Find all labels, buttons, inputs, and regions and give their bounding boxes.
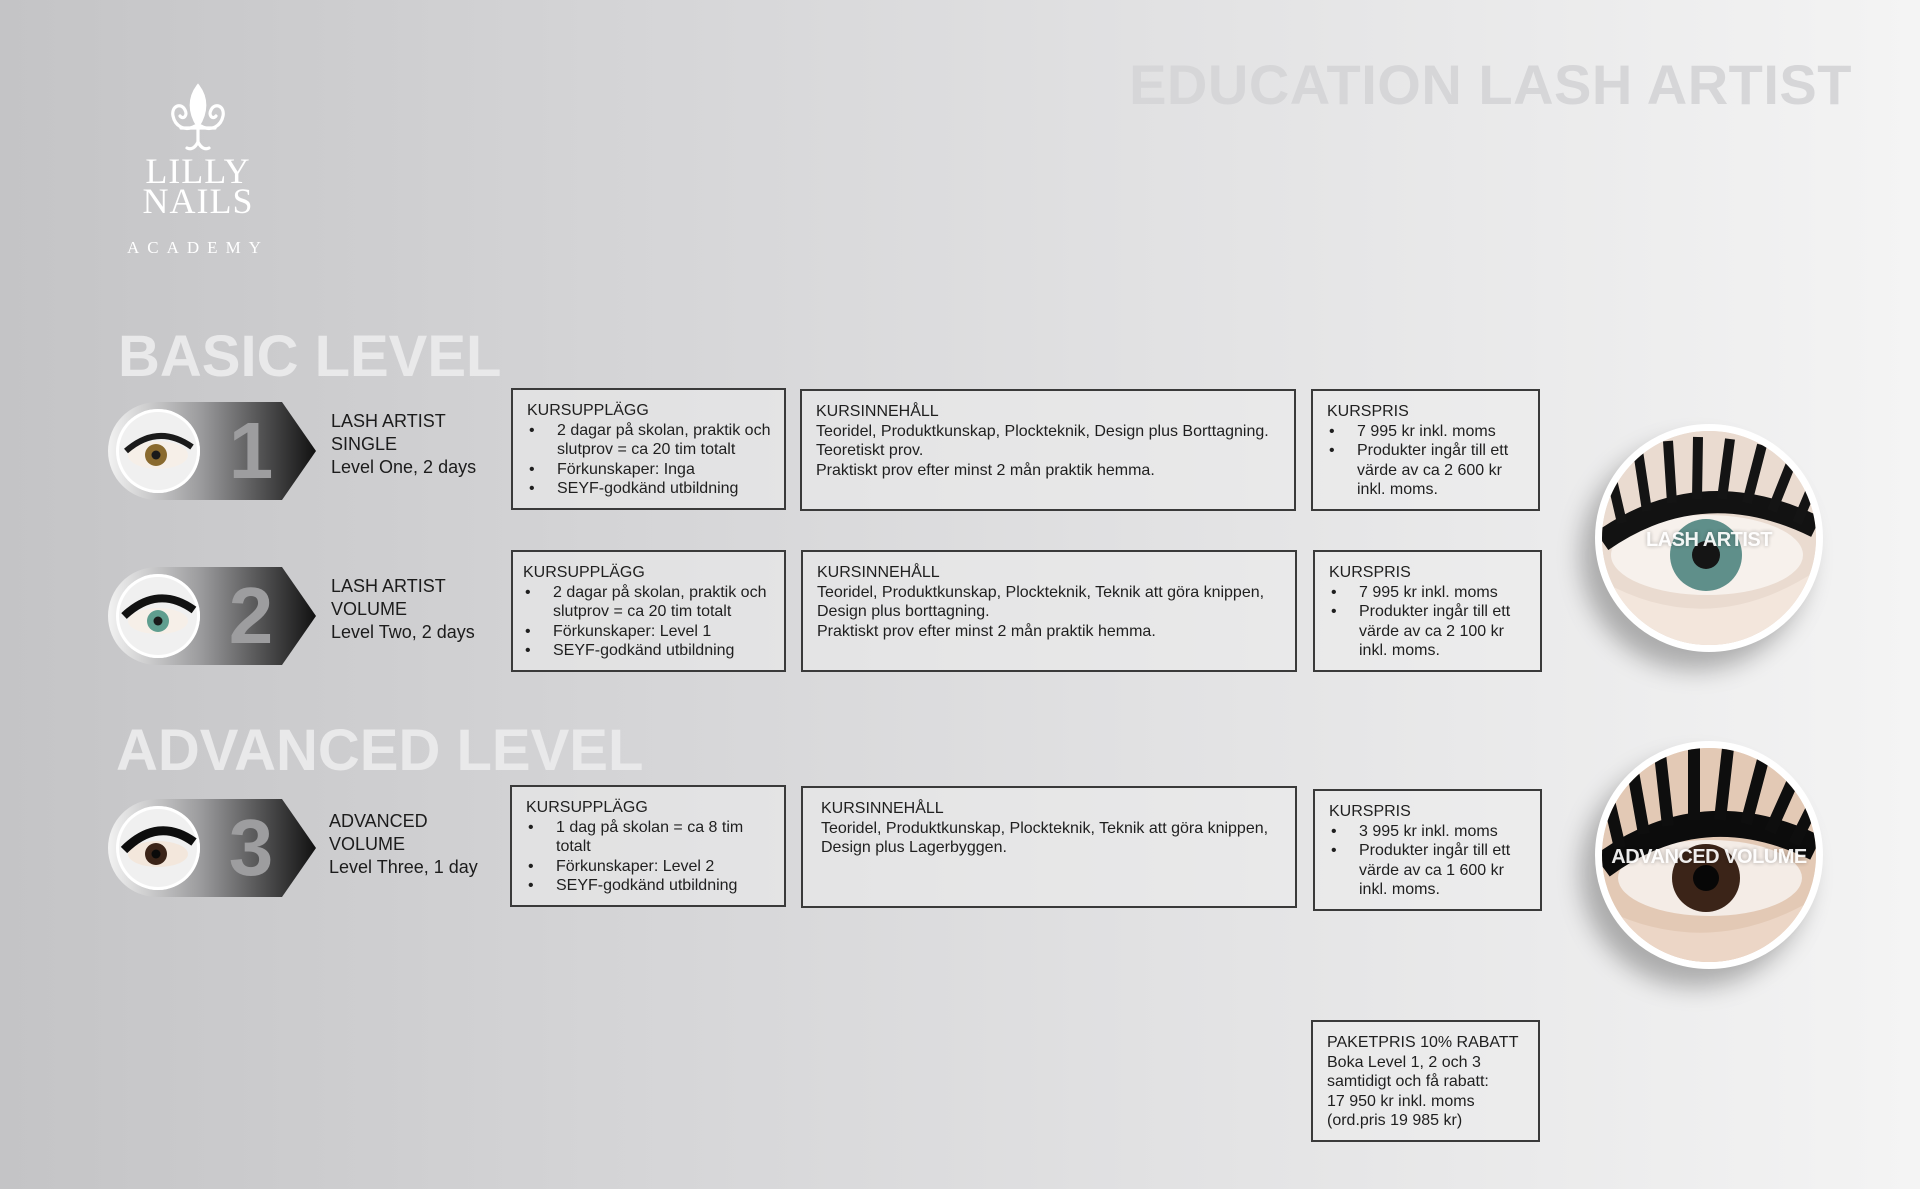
level-badge-2 <box>108 567 316 665</box>
list-item <box>1327 441 1524 500</box>
level-name-line1: ADVANCED <box>329 811 428 831</box>
list-item <box>523 583 770 622</box>
box-header: KURSPRIS <box>1329 803 1411 820</box>
list-item-line: • 2 dagar på skolan, praktik och <box>557 421 771 439</box>
section-heading-advanced: ADVANCED LEVEL <box>116 718 644 783</box>
level-badge-3 <box>108 799 316 897</box>
content-line: Design plus borttagning. <box>817 603 990 620</box>
list-item <box>1329 602 1526 661</box>
level-duration: Level Two, 2 days <box>331 622 475 642</box>
box-header: KURSINNEHÅLL <box>816 403 939 420</box>
list-item-line: • 7 995 kr inkl. moms <box>1357 422 1496 440</box>
package-line: samtidigt och få rabatt: <box>1327 1073 1489 1090</box>
course-price-list <box>1329 583 1526 661</box>
level-duration: Level Three, 1 day <box>329 857 478 877</box>
eye-thumbnail-icon <box>116 806 200 890</box>
list-item <box>1329 583 1526 603</box>
list-item-line: totalt <box>556 838 591 855</box>
course-structure-list <box>526 818 770 896</box>
box-header: KURSUPPLÄGG <box>523 564 645 581</box>
level-name-line2: VOLUME <box>331 599 408 619</box>
list-item-line: slutprov = ca 20 tim totalt <box>557 441 736 458</box>
content-line: Teoridel, Produktkunskap, Plockteknik, Teknik att göra knippen, <box>817 583 1265 601</box>
level-number: 3 <box>228 803 274 892</box>
list-item-line: • Produkter ingår till ett <box>1359 603 1511 620</box>
course-price-box-3 <box>1313 789 1542 911</box>
list-item-line: inkl. moms. <box>1359 642 1440 659</box>
package-title: PAKETPRIS 10% RABATT <box>1327 1034 1519 1051</box>
list-item <box>527 421 770 460</box>
box-header: KURSUPPLÄGG <box>526 799 648 816</box>
list-item <box>1329 822 1526 842</box>
list-item-line: • 7 995 kr inkl. moms <box>1359 583 1498 601</box>
list-item-line: • 2 dagar på skolan, praktik och <box>553 583 767 601</box>
list-item-line: • Produkter ingår till ett <box>1357 442 1509 459</box>
list-item-line: slutprov = ca 20 tim totalt <box>553 603 732 620</box>
course-structure-list <box>527 421 770 499</box>
brand-logo <box>118 82 278 258</box>
list-item-line: • SEYF-godkänd utbildning <box>556 877 738 894</box>
course-price-box-1 <box>1311 389 1540 511</box>
eye-thumbnail-icon <box>116 409 200 493</box>
content-line: Praktiskt prov efter minst 2 mån praktik hemma. <box>817 622 1156 640</box>
list-item <box>526 857 770 877</box>
brand-tagline: ACADEMY <box>127 238 269 257</box>
course-content-box-2 <box>801 550 1297 672</box>
course-structure-box-2 <box>511 550 786 672</box>
course-structure-box-1 <box>511 388 786 510</box>
course-content-box-3 <box>801 786 1297 908</box>
course-price-list <box>1327 422 1524 500</box>
content-line: Teoretiskt prov. <box>816 442 924 459</box>
list-item <box>523 641 770 661</box>
list-item-line: värde av ca 1 600 kr <box>1359 861 1504 879</box>
advanced-volume-photo <box>1595 741 1823 969</box>
package-line: 17 950 kr inkl. moms <box>1327 1092 1475 1110</box>
list-item-line: • Produkter ingår till ett <box>1359 842 1511 859</box>
list-item-line: inkl. moms. <box>1357 481 1438 498</box>
course-content-box-1 <box>800 389 1296 511</box>
level-badge-1 <box>108 402 316 500</box>
list-item-line: • SEYF-godkänd utbildning <box>553 642 735 659</box>
level-label-1 <box>331 410 476 479</box>
list-item-line: • Förkunskaper: Inga <box>557 460 695 478</box>
eye-thumbnail-icon <box>116 574 200 658</box>
level-name-line1: LASH ARTIST <box>331 411 446 431</box>
list-item-line: värde av ca 2 600 kr <box>1357 461 1502 479</box>
lash-artist-photo <box>1595 424 1823 652</box>
box-header: KURSINNEHÅLL <box>821 800 944 817</box>
list-item-line: inkl. moms. <box>1359 881 1440 898</box>
level-name-line1: LASH ARTIST <box>331 576 446 596</box>
list-item-line: • 1 dag på skolan = ca 8 tim <box>556 818 744 836</box>
list-item-line: • SEYF-godkänd utbildning <box>557 480 739 497</box>
content-line: Praktiskt prov efter minst 2 mån praktik hemma. <box>816 461 1155 479</box>
brand-name-line2: NAILS <box>142 181 254 221</box>
package-line: (ord.pris 19 985 kr) <box>1327 1112 1463 1129</box>
list-item-line: värde av ca 2 100 kr <box>1359 622 1504 640</box>
box-header: KURSPRIS <box>1327 403 1409 420</box>
photo-caption: ADVANCED VOLUME <box>1611 846 1807 868</box>
course-price-list <box>1329 822 1526 900</box>
list-item <box>527 479 770 499</box>
course-structure-box-3 <box>510 785 786 907</box>
box-header: KURSUPPLÄGG <box>527 402 649 419</box>
list-item <box>526 818 770 857</box>
level-name-line2: SINGLE <box>331 434 398 454</box>
list-item <box>1327 422 1524 442</box>
level-name-line2: VOLUME <box>329 834 406 854</box>
package-price-box <box>1311 1020 1540 1142</box>
list-item <box>527 460 770 480</box>
level-number: 1 <box>228 406 274 495</box>
fleur-de-lis-icon <box>167 82 229 156</box>
content-line: Design plus Lagerbyggen. <box>821 839 1007 856</box>
package-line: Boka Level 1, 2 och 3 <box>1327 1053 1481 1071</box>
page-title: EDUCATION LASH ARTIST <box>1129 53 1852 116</box>
level-label-2 <box>331 575 475 644</box>
list-item <box>1329 841 1526 900</box>
course-price-box-2 <box>1313 550 1542 672</box>
level-duration: Level One, 2 days <box>331 457 477 477</box>
brand-name-line1: LILLY <box>145 151 251 191</box>
box-header: KURSINNEHÅLL <box>817 564 940 581</box>
level-label-3 <box>329 810 478 879</box>
content-line: Teoridel, Produktkunskap, Plockteknik, Teknik att göra knippen, <box>821 819 1269 837</box>
list-item <box>523 622 770 642</box>
list-item-line: • 3 995 kr inkl. moms <box>1359 822 1498 840</box>
course-structure-list <box>523 583 770 661</box>
content-line: Teoridel, Produktkunskap, Plockteknik, Design plus Borttagning. <box>816 422 1269 440</box>
level-number: 2 <box>228 571 274 660</box>
list-item-line: • Förkunskaper: Level 2 <box>556 857 715 875</box>
photo-caption: LASH ARTIST <box>1646 529 1772 551</box>
section-heading-basic: BASIC LEVEL <box>118 324 502 389</box>
box-header: KURSPRIS <box>1329 564 1411 581</box>
list-item <box>526 876 770 896</box>
list-item-line: • Förkunskaper: Level 1 <box>553 622 712 640</box>
